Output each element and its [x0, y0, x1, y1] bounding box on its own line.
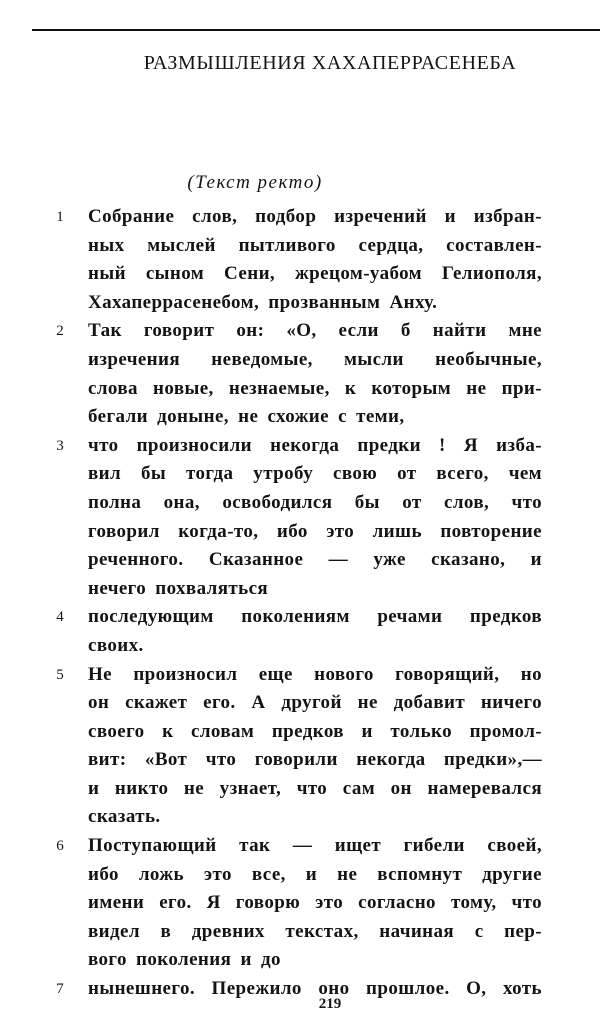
verse-line — [0, 632, 600, 661]
verse-text: он скажет его. А другой не добавит ничего — [88, 692, 542, 714]
verse-number: 1 — [56, 209, 64, 225]
verse-text: реченного. Сказанное — уже сказано, и — [88, 549, 542, 571]
verse-text: и никто не узнает, что сам он намеревался — [88, 777, 542, 799]
verse-text: вого поколения и до — [88, 949, 281, 971]
chapter-title: РАЗМЫШЛЕНИЯ ХАХАПЕРРАСЕНЕБА — [143, 52, 517, 74]
verse-text: видел в древних текстах, начиная с пер- — [88, 920, 542, 942]
verse-text: ибо ложь это все, и не вспомнут другие — [88, 863, 542, 885]
verse-line — [0, 746, 600, 775]
verse-text: Хахаперрасенебом, прозванным Анху. — [88, 291, 438, 313]
verse-line — [0, 232, 600, 261]
verse-line — [0, 775, 600, 804]
verse-text: нечего похваляться — [88, 577, 269, 599]
top-rule — [32, 29, 600, 31]
verse-number: 7 — [56, 981, 64, 998]
verse-line — [0, 603, 600, 632]
verse-text: полна она, освободился бы от слов, что — [88, 491, 542, 513]
verse-text: что произносили некогда предки ! Я изба- — [88, 434, 542, 456]
verse-line — [0, 946, 600, 975]
verse-text: Не произносил еще нового говорящий, но — [88, 663, 542, 685]
verse-text: Собрание слов, подбор изречений и избран- — [88, 206, 542, 227]
verse-line — [0, 575, 600, 604]
verse-number: 2 — [56, 323, 64, 340]
verse-line — [0, 317, 600, 346]
verse-text: бегали доныне, не схожие с теми, — [88, 406, 405, 428]
verse-body — [0, 203, 600, 1004]
verse-line — [0, 346, 600, 375]
verse-line — [0, 661, 600, 690]
verse-text: сказать. — [88, 806, 161, 828]
verse-line — [0, 718, 600, 747]
verse-line — [0, 889, 600, 918]
verse-line — [0, 203, 600, 232]
verse-line — [0, 403, 600, 432]
verse-line — [0, 518, 600, 547]
verse-number: 4 — [56, 609, 64, 626]
verse-line — [0, 489, 600, 518]
verse-line — [0, 460, 600, 489]
verse-line — [0, 832, 600, 861]
verse-line — [0, 289, 600, 318]
verse-line — [0, 432, 600, 461]
verse-text: последующим поколениям речами предков — [88, 606, 542, 628]
section-subtitle: (Текст ректо) — [187, 172, 323, 193]
verse-line — [0, 861, 600, 890]
verse-text: нынешнего. Пережило оно прошлое. О, хоть — [88, 978, 542, 1000]
verse-text: ных мыслей пытливого сердца, составлен- — [88, 234, 542, 256]
verse-text: слова новые, незнаемые, к которым не при- — [88, 377, 542, 399]
verse-text: изречения неведомые, мысли необычные, — [88, 348, 542, 370]
verse-line — [0, 546, 600, 575]
verse-number: 3 — [56, 437, 64, 454]
verse-text: говорил когда-то, ибо это лишь повторение — [88, 520, 542, 542]
verse-text: вит: «Вот что говорили некогда предки»,— — [88, 749, 542, 771]
verse-text: своего к словам предков и только промол- — [88, 720, 542, 742]
verse-number: 5 — [56, 666, 64, 683]
verse-text: Так говорит он: «О, если б найти мне — [88, 320, 542, 342]
verse-line — [0, 689, 600, 718]
verse-text: вил бы тогда утробу свою от всего, чем — [88, 463, 542, 485]
verse-text: Поступающий так — ищет гибели своей, — [88, 835, 542, 857]
verse-line — [0, 260, 600, 289]
verse-line — [0, 375, 600, 404]
verse-text: ный сыном Сени, жрецом-уабом Гелиополя, — [88, 263, 542, 285]
verse-line — [0, 918, 600, 947]
verse-number: 6 — [56, 838, 64, 855]
verse-text: имени его. Я говорю это согласно тому, что — [88, 892, 542, 914]
verse-line — [0, 803, 600, 832]
page-number: 219 — [318, 996, 342, 1012]
verse-text: своих. — [88, 634, 144, 656]
